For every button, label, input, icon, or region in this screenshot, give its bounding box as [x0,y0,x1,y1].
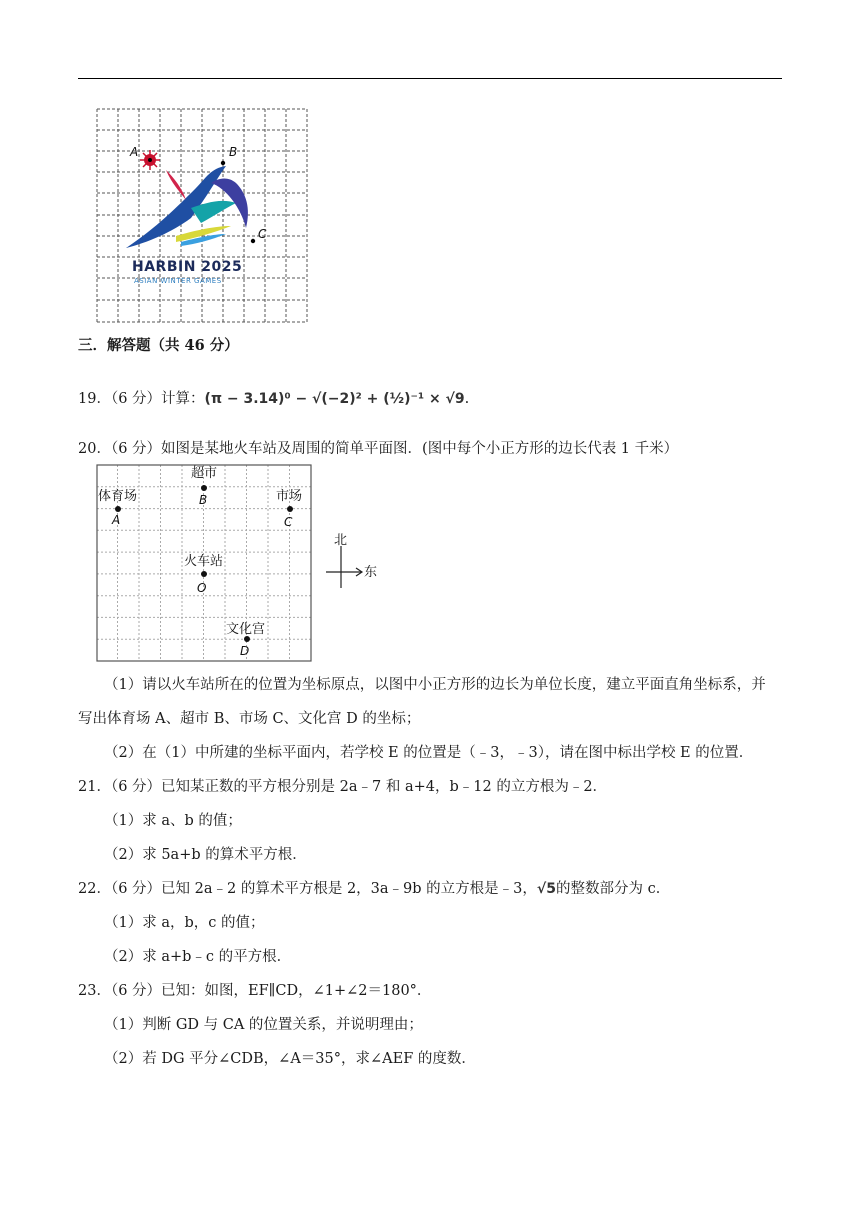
question-19 [78,389,469,409]
q20-part2: （2）在（1）中所建的坐标平面内，若学校 E 的位置是（﹣3，﹣3），请在图中标出学校 E 的位置． [104,745,754,761]
point-a-label: A [130,145,139,159]
point-c-label: C [258,227,267,241]
map-place-a-letter: A [112,513,121,527]
q22-stem-pre: 22．（6 分）已知 2a﹣2 的算术平方根是 2，3a﹣9b 的立方根是﹣3， [78,881,537,897]
map-place-d-name: 文化宫 [226,622,266,637]
map-point-b [201,485,207,491]
map-place-b-name: 超市 [191,466,218,481]
q23-part2: （2）若 DG 平分∠CDB，∠A＝35°，求∠AEF 的度数． [104,1051,476,1067]
q20-part1-line2: 写出体育场 A、超市 B、市场 C、文化宫 D 的坐标； [78,711,421,727]
compass-east-label: 东 [364,565,378,580]
question-23-stem: 23．（6 分）已知：如图，EF∥CD，∠1+∠2＝180°． [78,983,432,999]
q19-expression: (π − 3.14)⁰ − √(−2)² + (½)⁻¹ × √9 [204,391,465,407]
map-place-c-letter: C [284,515,293,529]
compass-icon [326,546,362,588]
station-map-figure [96,464,386,666]
map-place-o-name: 火车站 [184,554,224,569]
header-rule [78,78,782,79]
q22-part2: （2）求 a+b﹣c 的平方根． [104,949,292,965]
map-place-d-letter: D [240,644,250,658]
q19-prefix: 19．（6 分）计算： [78,391,205,407]
q21-part1: （1）求 a、b 的值； [104,813,242,829]
q22-part1: （1）求 a，b，c 的值； [104,915,265,931]
map-point-o [201,571,207,577]
q19-suffix: . [464,391,470,407]
question-20-stem: 20．（6 分）如图是某地火车站及周围的简单平面图．(图中每个小正方形的边长代表 1 千米） [78,441,679,457]
map-place-c-name: 市场 [276,489,303,504]
map-place-o-letter: O [197,581,207,595]
logo-swoosh-red [166,170,186,200]
map-point-c [287,506,293,512]
q23-part1: （1）判断 GD 与 CA 的位置关系，并说明理由； [104,1017,423,1033]
logo-sub-text: ASIAN WINTER GAMES [134,277,222,285]
map-place-a-name: 体育场 [98,489,138,504]
q22-stem-post: 的整数部分为 c． [556,881,671,897]
harbin-logo-grid-figure [96,108,308,324]
section-title: 三．解答题（共 46 分） [78,337,239,354]
compass-north-label: 北 [334,533,348,548]
map-point-a [115,506,121,512]
point-b-dot [221,161,225,165]
point-a-dot [148,158,152,162]
question-22-stem [78,879,670,899]
point-b-label: B [229,145,238,159]
q21-part2: （2）求 5a+b 的算术平方根． [104,847,307,863]
point-c-dot [251,239,255,243]
map-place-b-letter: B [199,493,208,507]
q20-part1-line1: （1）请以火车站所在的位置为坐标原点，以图中小正方形的边长为单位长度，建立平面直角坐标系，并 [104,677,766,693]
logo-main-text: HARBIN 2025 [132,259,243,275]
question-21-stem: 21．（6 分）已知某正数的平方根分别是 2a﹣7 和 a+4，b﹣12 的立方根为﹣2． [78,779,608,795]
q22-sqrt5: √5 [536,881,556,897]
